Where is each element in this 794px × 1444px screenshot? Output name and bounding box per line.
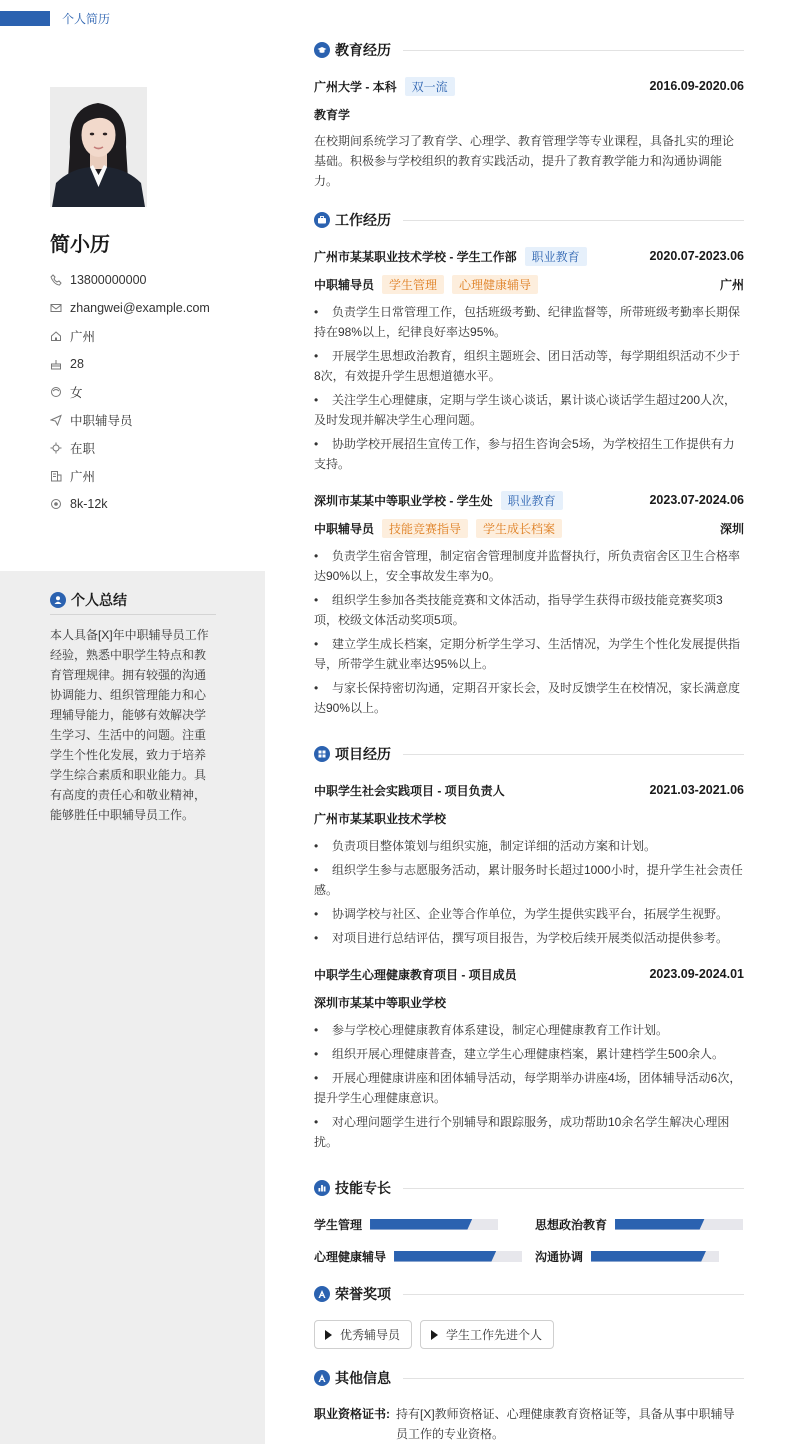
age-text: 28 xyxy=(70,357,84,371)
mail-icon xyxy=(50,302,62,314)
work-skill-tag: 技能竞赛指导 xyxy=(382,519,468,538)
list-item: • 协调学校与社区、企业等合作单位，为学生提供实践平台，拓展学生视野。 xyxy=(314,904,744,924)
work-item-1-header xyxy=(314,246,744,266)
skill-item xyxy=(535,1246,719,1266)
awards-heading xyxy=(314,1284,744,1304)
section-divider xyxy=(403,1294,744,1295)
bar-chart-icon xyxy=(314,1180,330,1196)
list-item: • 负责学生宿舍管理，制定宿舍管理制度并监督执行，所负责宿舍区卫生合格率达90%以上，安全事故发生率为0。 xyxy=(314,546,744,586)
status-text: 在职 xyxy=(70,442,96,456)
skill-bar-fill xyxy=(591,1251,706,1262)
work-skill-tag: 心理健康辅导 xyxy=(452,275,538,294)
certificate-value: 持有[X]教师资格证、心理健康教育资格证等，具备从事中职辅导员工作的专业资格。 xyxy=(396,1407,735,1441)
list-item: • 组织学生参加各类技能竞赛和文体活动，指导学生获得市级技能竞赛奖项3项，校级文体活动奖项5项。 xyxy=(314,590,744,630)
work-city: 广州 xyxy=(719,277,744,292)
graduation-cap-icon xyxy=(314,42,330,58)
section-divider xyxy=(403,754,744,755)
other-title: 其他信息 xyxy=(335,1370,391,1386)
list-item: • 开展心理健康讲座和团体辅导活动，每学期举办讲座4场，团体辅导活动6次，提升学生心理健康意识。 xyxy=(314,1068,744,1108)
work-item-1-bullets xyxy=(314,302,744,478)
work-city: 深圳 xyxy=(719,521,744,536)
other-heading xyxy=(314,1368,744,1388)
work-item-2-header xyxy=(314,490,744,510)
work-role: 中职辅导员 xyxy=(314,277,375,292)
certificate-label: 职业资格证书: xyxy=(314,1407,390,1421)
section-divider xyxy=(403,220,744,221)
info-age xyxy=(50,350,250,378)
project-item-1-header xyxy=(314,780,744,800)
education-school: 广州大学 - 本科 xyxy=(314,79,397,94)
phone-icon xyxy=(50,274,62,286)
work-heading xyxy=(314,210,744,230)
award-label: 学生工作先进个人 xyxy=(446,1328,543,1342)
project-date: 2021.03-2021.06 xyxy=(649,783,744,797)
work-item-1-role xyxy=(314,274,744,294)
section-divider xyxy=(403,1378,744,1379)
education-tag: 双一流 xyxy=(405,77,455,96)
section-divider xyxy=(403,50,744,51)
work-tag: 职业教育 xyxy=(525,247,587,266)
info-work-city xyxy=(50,462,250,490)
list-item: • 协助学校开展招生宣传工作，参与招生咨询会5场，为学校招生工作提供有力支持。 xyxy=(314,434,744,474)
phone-text: 13800000000 xyxy=(70,273,147,287)
profile-name: 简小历 xyxy=(50,234,110,256)
skill-label: 心理健康辅导 xyxy=(314,1249,387,1264)
work-org: 广州市某某职业技术学校 - 学生工作部 xyxy=(314,249,517,264)
summary-text: 本人具备[X]年中职辅导员工作经验，熟悉中职学生特点和教育管理规律。拥有较强的沟通协调能力、组织管理能力和心理辅导能力，能够有效解决学生学习、生活中的问题。注重学生个性化发展，致力于培养学生综合素质和职业能力。具有高度的责任心和敬业精神，能够胜任中职辅导员工作。 xyxy=(50,628,209,822)
work-org: 深圳市某某中等职业学校 - 学生处 xyxy=(314,493,493,508)
summary-divider xyxy=(50,614,216,615)
skill-label: 沟通协调 xyxy=(535,1249,584,1264)
education-title: 教育经历 xyxy=(335,42,391,58)
work-role: 中职辅导员 xyxy=(314,521,375,536)
info-salary xyxy=(50,490,250,518)
section-divider xyxy=(403,1188,744,1189)
list-item: • 对心理问题学生进行个别辅导和跟踪服务，成功帮助10余名学生解决心理困扰。 xyxy=(314,1112,744,1152)
project-item-1-org xyxy=(314,808,744,828)
profile-photo xyxy=(50,87,147,207)
project-org: 广州市某某职业技术学校 xyxy=(314,811,447,826)
header-accent-bar xyxy=(0,11,50,26)
education-desc: 在校期间系统学习了教育学、心理学、教育管理学等专业课程，具备扎实的理论基础。积极参与学校组织的教育实践活动，提升了教育教学能力和沟通协调能力。 xyxy=(314,134,735,188)
info-job-target xyxy=(50,406,250,434)
user-icon xyxy=(50,592,66,608)
award-icon xyxy=(314,1286,330,1302)
project-name: 中职学生心理健康教育项目 - 项目成员 xyxy=(314,967,517,982)
project-item-1-bullets xyxy=(314,836,744,952)
home-text: 广州 xyxy=(70,330,96,344)
list-item: • 建立学生成长档案，定期分析学生学习、生活情况，为学生个性化发展提供指导，所带学生就业率达95%以上。 xyxy=(314,634,744,674)
skills-title: 技能专长 xyxy=(335,1180,391,1196)
awards-list xyxy=(314,1320,554,1349)
info-gender xyxy=(50,378,250,406)
projects-heading xyxy=(314,744,744,764)
award-button[interactable] xyxy=(420,1320,554,1349)
grid-icon xyxy=(314,746,330,762)
briefcase-icon xyxy=(314,212,330,228)
gender-icon xyxy=(50,386,62,398)
work-item-2-bullets xyxy=(314,546,744,722)
list-item: • 开展学生思想政治教育，组织主题班会、团日活动等，每学期组织活动不少于8次，有效提升学生思想道德水平。 xyxy=(314,346,744,386)
work-skill-tag: 学生成长档案 xyxy=(476,519,562,538)
skill-bar xyxy=(394,1251,522,1262)
work-item-2-role xyxy=(314,518,744,538)
skill-bar xyxy=(591,1251,719,1262)
skill-bar-fill xyxy=(370,1219,472,1230)
work-city-text: 广州 xyxy=(70,470,96,484)
skill-item xyxy=(314,1214,498,1234)
skill-bar-fill xyxy=(394,1251,496,1262)
education-major-row xyxy=(314,104,744,124)
skill-bar xyxy=(370,1219,498,1230)
cake-icon xyxy=(50,358,62,370)
award-button[interactable] xyxy=(314,1320,412,1349)
work-skill-tag: 学生管理 xyxy=(382,275,444,294)
send-icon xyxy=(50,414,62,426)
contact-info-list xyxy=(50,266,250,518)
list-item: • 组织开展心理健康普查，建立学生心理健康档案，累计建档学生500余人。 xyxy=(314,1044,744,1064)
skill-label: 学生管理 xyxy=(314,1217,363,1232)
work-date: 2023.07-2024.06 xyxy=(649,493,744,507)
award-label: 优秀辅导员 xyxy=(340,1328,401,1342)
list-item: • 与家长保持密切沟通，定期召开家长会，及时反馈学生在校情况，家长满意度达90%以上。 xyxy=(314,678,744,718)
summary-heading xyxy=(50,590,127,610)
work-date: 2020.07-2023.06 xyxy=(649,249,744,263)
salary-text: 8k-12k xyxy=(70,497,108,511)
skill-label: 思想政治教育 xyxy=(535,1217,608,1232)
info-icon xyxy=(314,1370,330,1386)
list-item: • 参与学校心理健康教育体系建设，制定心理健康教育工作计划。 xyxy=(314,1020,744,1040)
summary-title: 个人总结 xyxy=(71,592,127,608)
home-icon xyxy=(50,330,62,342)
education-row xyxy=(314,76,744,96)
list-item: • 负责学生日常管理工作，包括班级考勤、纪律监督等，所带班级考勤率长期保持在98%以上，纪律良好率达95%。 xyxy=(314,302,744,342)
education-date: 2016.09-2020.06 xyxy=(649,79,744,93)
resume-header-tag xyxy=(0,10,110,27)
awards-title: 荣誉奖项 xyxy=(335,1286,391,1302)
education-major: 教育学 xyxy=(314,107,351,122)
header-tag-label: 个人简历 xyxy=(62,12,111,26)
skill-item xyxy=(314,1246,522,1266)
education-heading xyxy=(314,40,744,60)
play-icon xyxy=(431,1330,438,1340)
project-name: 中职学生社会实践项目 - 项目负责人 xyxy=(314,783,505,798)
project-org: 深圳市某某中等职业学校 xyxy=(314,995,447,1010)
info-phone xyxy=(50,266,250,294)
list-item: • 对项目进行总结评估，撰写项目报告，为学校后续开展类似活动提供参考。 xyxy=(314,928,744,948)
work-title: 工作经历 xyxy=(335,212,391,228)
list-item: • 组织学生参与志愿服务活动，累计服务时长超过1000小时，提升学生社会责任感。 xyxy=(314,860,744,900)
list-item: • 关注学生心理健康，定期与学生谈心谈话，累计谈心谈话学生超过200人次，及时发现并解决学生心理问题。 xyxy=(314,390,744,430)
gender-text: 女 xyxy=(70,386,83,400)
info-email xyxy=(50,294,250,322)
project-item-2-org xyxy=(314,992,744,1012)
project-item-2-header xyxy=(314,964,744,984)
list-item: • 负责项目整体策划与组织实施，制定详细的活动方案和计划。 xyxy=(314,836,744,856)
status-icon xyxy=(50,442,62,454)
building-icon xyxy=(50,470,62,482)
skill-item xyxy=(535,1214,743,1234)
skill-bar xyxy=(615,1219,743,1230)
work-tag: 职业教育 xyxy=(501,491,563,510)
play-icon xyxy=(325,1330,332,1340)
email-text: zhangwei@example.com xyxy=(70,301,210,315)
salary-icon xyxy=(50,498,62,510)
info-home xyxy=(50,322,250,350)
project-date: 2023.09-2024.01 xyxy=(649,967,744,981)
certificate-row xyxy=(314,1404,744,1444)
skills-heading xyxy=(314,1178,744,1198)
project-item-2-bullets xyxy=(314,1020,744,1156)
job-target-text: 中职辅导员 xyxy=(70,414,133,428)
projects-title: 项目经历 xyxy=(335,746,391,762)
info-status xyxy=(50,434,250,462)
skill-bar-fill xyxy=(615,1219,705,1230)
